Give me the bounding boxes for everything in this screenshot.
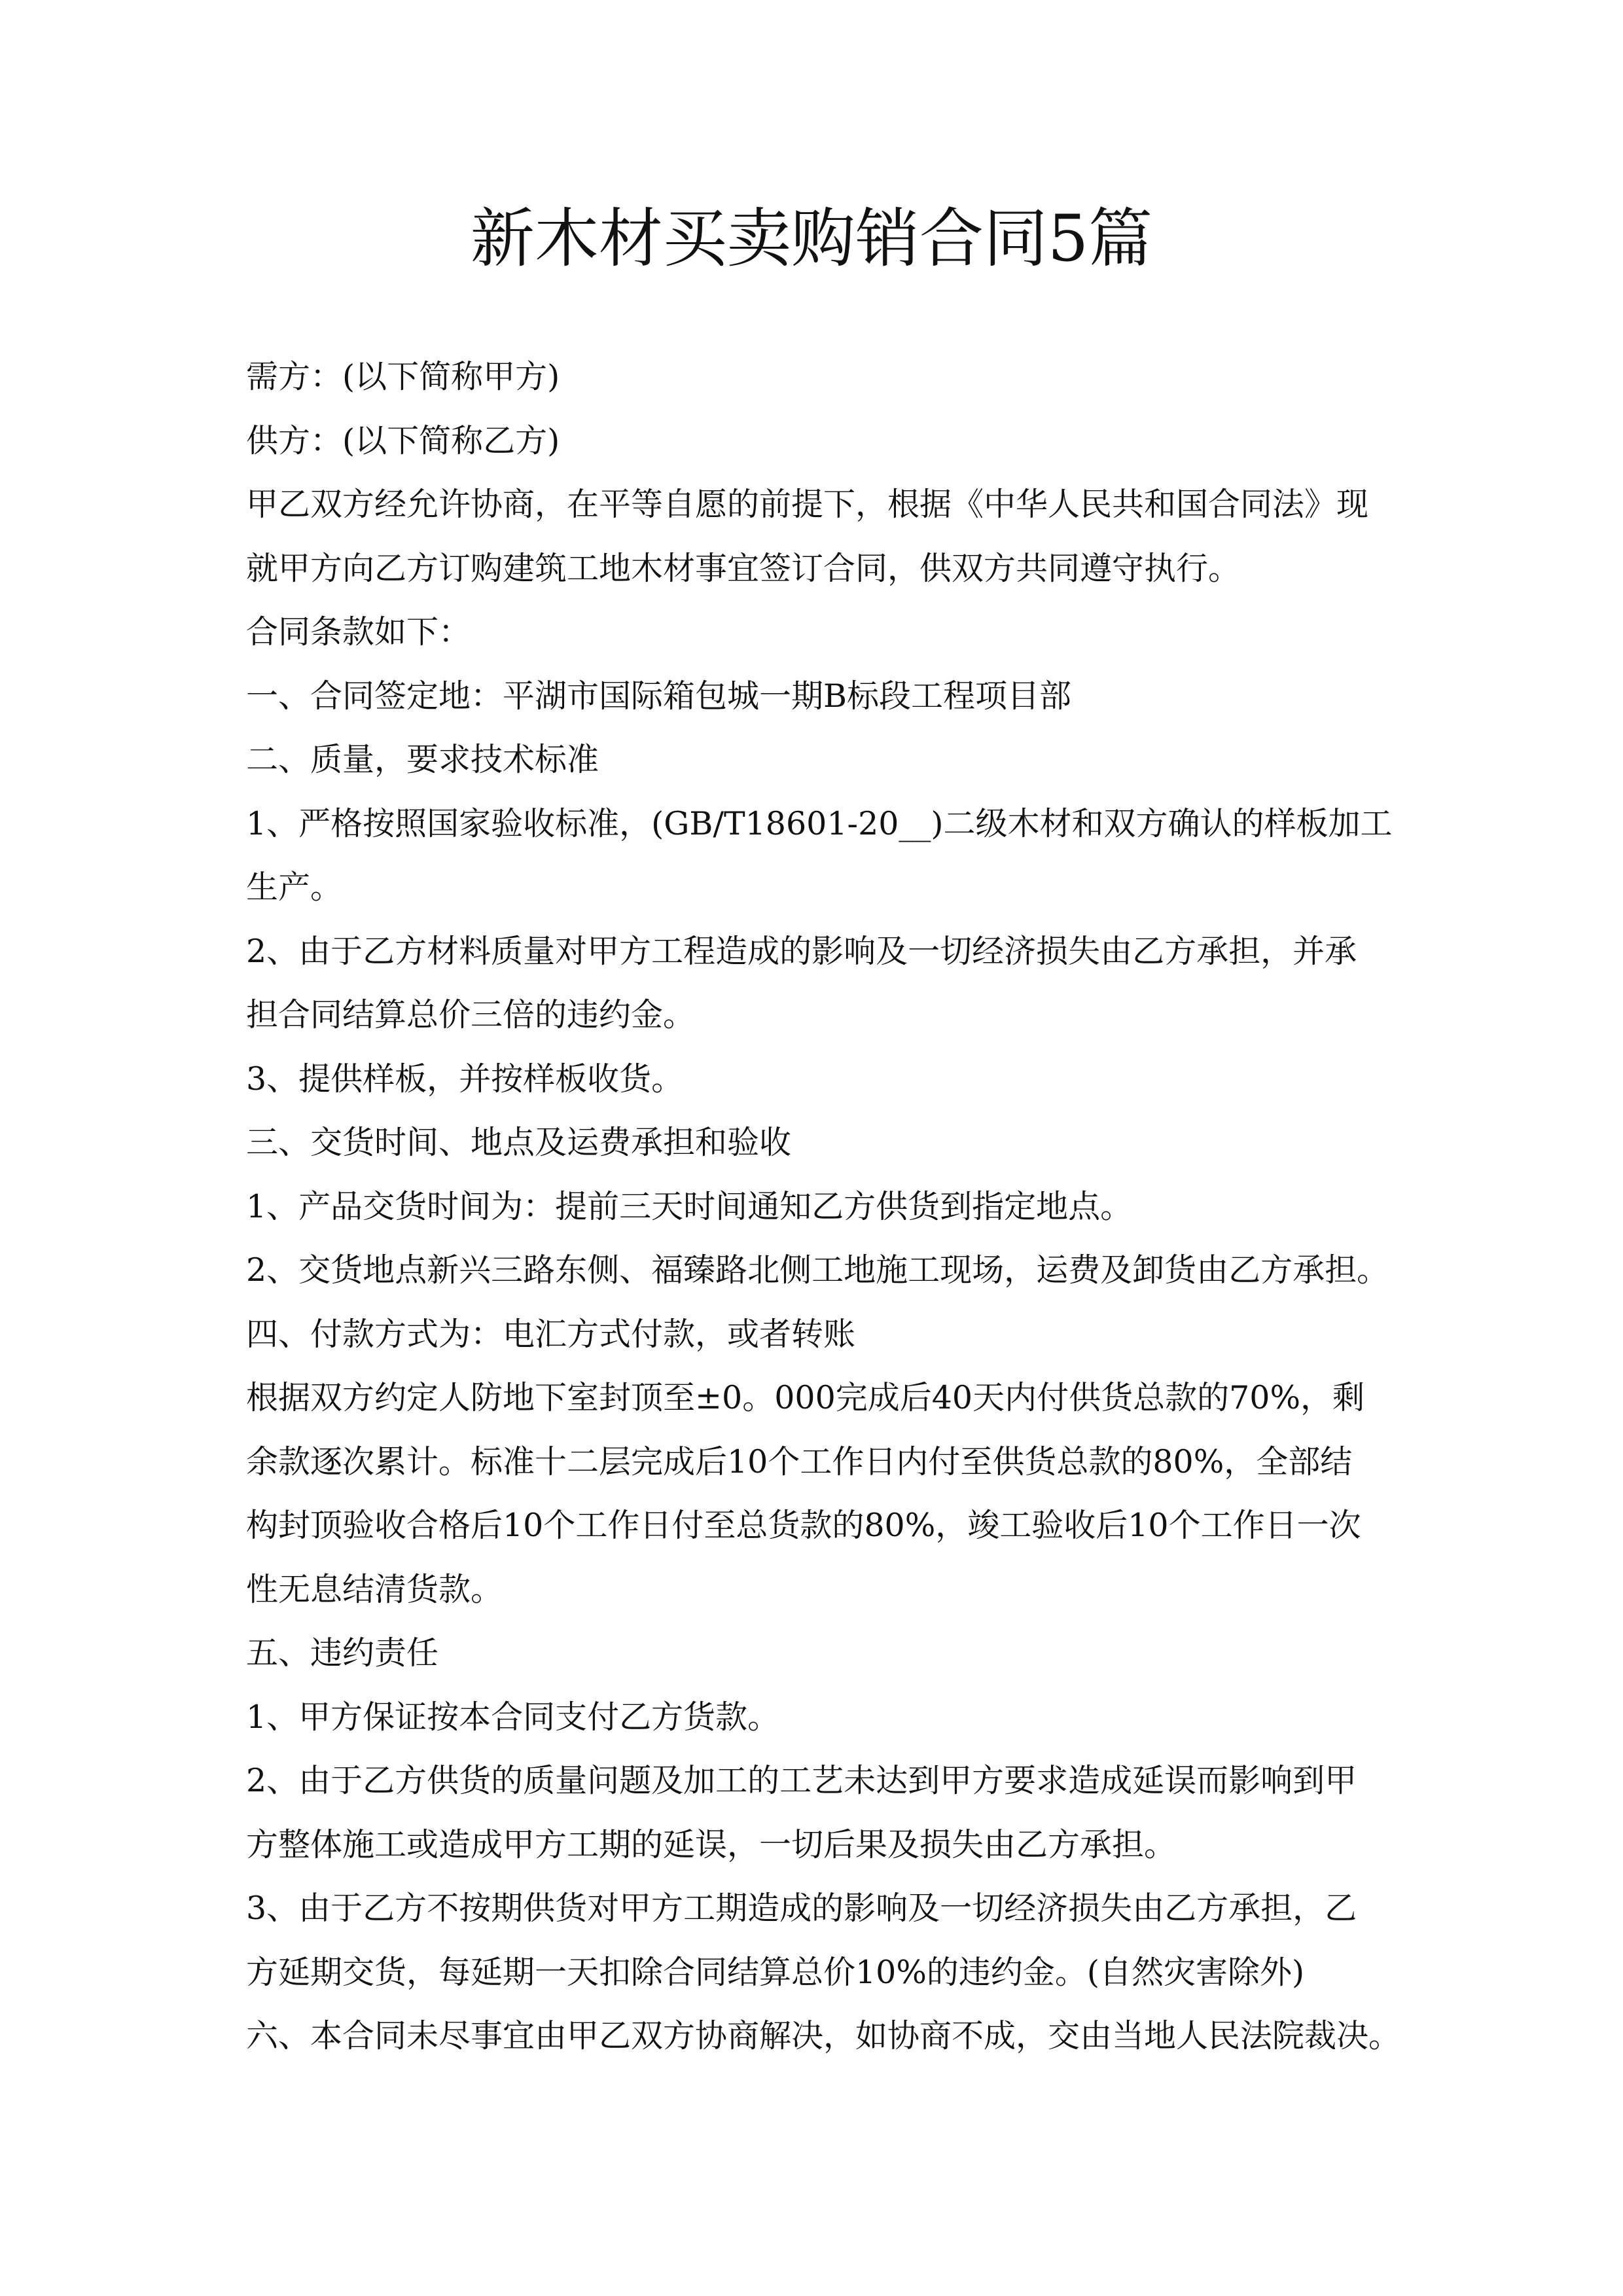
text-line: 甲乙双方经允许协商，在平等自愿的前提下，根据《中华人民共和国合同法》现 bbox=[246, 486, 1369, 523]
text-line: 供方：(以下简称乙方) bbox=[246, 422, 560, 459]
text-line: 余款逐次累计。标准十二层完成后10个工作日内付至供货总款的80%，全部结 bbox=[246, 1443, 1353, 1480]
document-title: 新木材买卖购销合同5篇 bbox=[470, 202, 1153, 276]
text-line: 构封顶验收合格后10个工作日付至总货款的80%，竣工验收后10个工作日一次 bbox=[246, 1507, 1361, 1544]
text-line: 方延期交货，每延期一天扣除合同结算总价10%的违约金。(自然灾害除外) bbox=[246, 1953, 1305, 1991]
text-line: 2、由于乙方材料质量对甲方工程造成的影响及一切经济损失由乙方承担，并承 bbox=[246, 932, 1357, 970]
text-line: 1、产品交货时间为：提前三天时间通知乙方供货到指定地点。 bbox=[246, 1187, 1133, 1225]
text-line: 2、交货地点新兴三路东侧、福臻路北侧工地施工现场，运费及卸货由乙方承担。 bbox=[246, 1251, 1389, 1289]
text-line: 1、严格按照国家验收标准，(GB/T18601-20__)二级木材和双方确认的样板加工 bbox=[246, 804, 1393, 842]
text-line: 生产。 bbox=[246, 869, 343, 906]
text-line: 3、提供样板，并按样板收货。 bbox=[246, 1060, 684, 1098]
text-line: 担合同结算总价三倍的违约金。 bbox=[246, 996, 696, 1033]
text-line: 就甲方向乙方订购建筑工地木材事宜签订合同，供双方共同遵守执行。 bbox=[246, 549, 1241, 587]
text-line: 性无息结清货款。 bbox=[246, 1570, 503, 1608]
text-line: 需方：(以下简称甲方) bbox=[246, 358, 560, 395]
text-line: 四、付款方式为：电汇方式付款，或者转账 bbox=[246, 1315, 856, 1353]
text-line: 3、由于乙方不按期供货对甲方工期造成的影响及一切经济损失由乙方承担，乙 bbox=[246, 1890, 1357, 1927]
text-line: 方整体施工或造成甲方工期的延误，一切后果及损失由乙方承担。 bbox=[246, 1825, 1177, 1863]
text-line: 五、违约责任 bbox=[246, 1634, 439, 1672]
text-line: 1、甲方保证按本合同支付乙方货款。 bbox=[246, 1698, 780, 1736]
text-line: 2、由于乙方供货的质量问题及加工的工艺未达到甲方要求造成延误而影响到甲 bbox=[246, 1762, 1357, 1799]
text-line: 六、本合同未尽事宜由甲乙双方协商解决，如协商不成，交由当地人民法院裁决。 bbox=[246, 2017, 1401, 2054]
text-line: 二、质量，要求技术标准 bbox=[246, 741, 599, 778]
text-line: 三、交货时间、地点及运费承担和验收 bbox=[246, 1124, 792, 1161]
text-line: 根据双方约定人防地下室封顶至±0。000完成后40天内付供货总款的70%，剩 bbox=[246, 1379, 1365, 1416]
text-line: 合同条款如下： bbox=[246, 613, 471, 651]
text-line: 一、合同签定地：平湖市国际箱包城一期B标段工程项目部 bbox=[246, 677, 1072, 715]
document-body bbox=[246, 345, 1401, 2068]
